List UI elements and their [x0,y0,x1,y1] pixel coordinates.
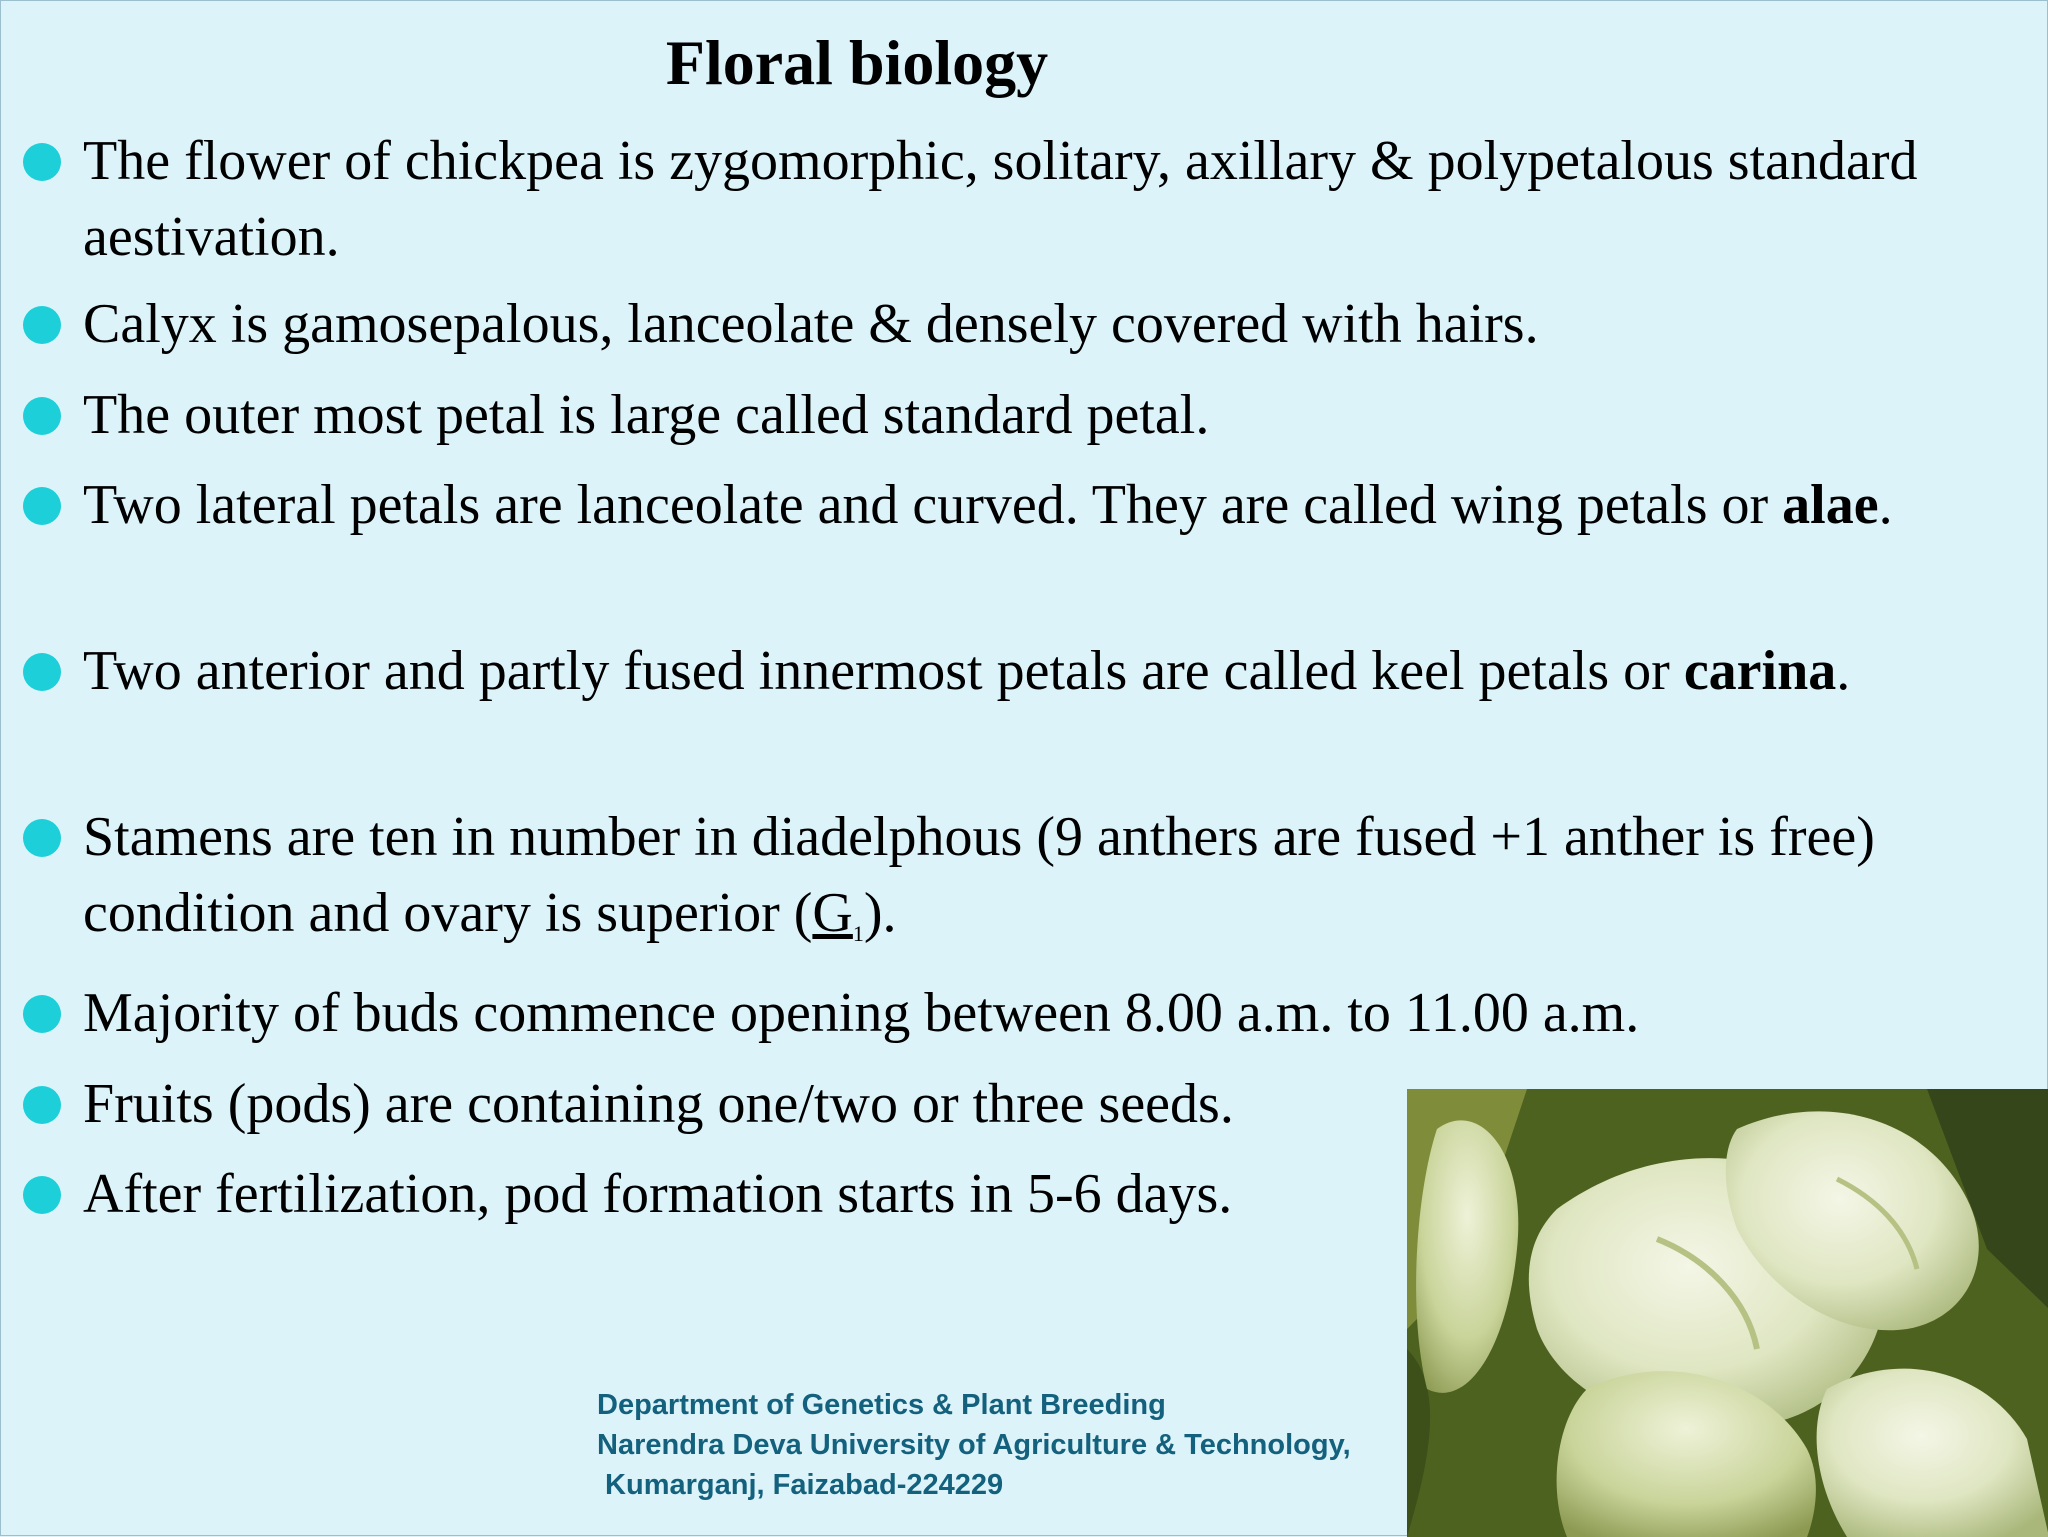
bullet-text: Majority of buds commence opening between 8.00 a.m. to 11.00 a.m. [83,982,1640,1044]
bullet-text: The outer most petal is large called standard petal. [83,384,1210,446]
footer-line-university: Narendra Deva University of Agriculture & Technology, [597,1429,1351,1461]
department-footer [597,1385,1351,1505]
footer-line-address: Kumarganj, Faizabad-224229 [597,1469,1004,1501]
bullet-dot-icon [23,143,61,181]
bullet-text: After fertilization, pod formation starts in 5-6 days. [83,1163,1233,1225]
ovary-formula-subscript: 1 [852,921,864,946]
flower-illustration [1407,1089,2048,1537]
bullet-text: Fruits (pods) are containing one/two or three seeds. [83,1073,1234,1135]
bullet-text: Stamens are ten in number in diadelphous (9 anthers are fused +1 anther is free) condition and ovary is superior $(G_1)$. [83,806,1875,946]
bullet-text: The flower of chickpea is zygomorphic, solitary, axillary & polypetalous standard aestivation. [83,130,1918,268]
slide-title: Floral biology [665,27,1049,98]
bullet-dot-icon [23,995,61,1033]
bullet-text: Calyx is gamosepalous, lanceolate & densely covered with hairs. [83,293,1539,355]
ovary-formula: $G_1$ [812,882,864,946]
bullet-text: Two anterior and partly fused innermost petals are called keel petals or carina. [83,640,1851,702]
term-carina: carina [1683,640,1837,702]
bullet-dot-icon [23,397,61,435]
bullet-text: Two lateral petals are lanceolate and curved. They are called wing petals or alae. [83,474,1893,536]
footer-line-department: Department of Genetics & Plant Breeding [597,1389,1166,1421]
term-alae: alae [1782,474,1879,536]
bullet-dot-icon [23,306,61,344]
bullet-dot-icon [23,487,61,525]
chickpea-flower-photo-icon [1407,1089,2048,1537]
bullet-dot-icon [23,653,61,691]
bullet-dot-icon [23,819,61,857]
bullet-dot-icon [23,1176,61,1214]
bullet-dot-icon [23,1086,61,1124]
